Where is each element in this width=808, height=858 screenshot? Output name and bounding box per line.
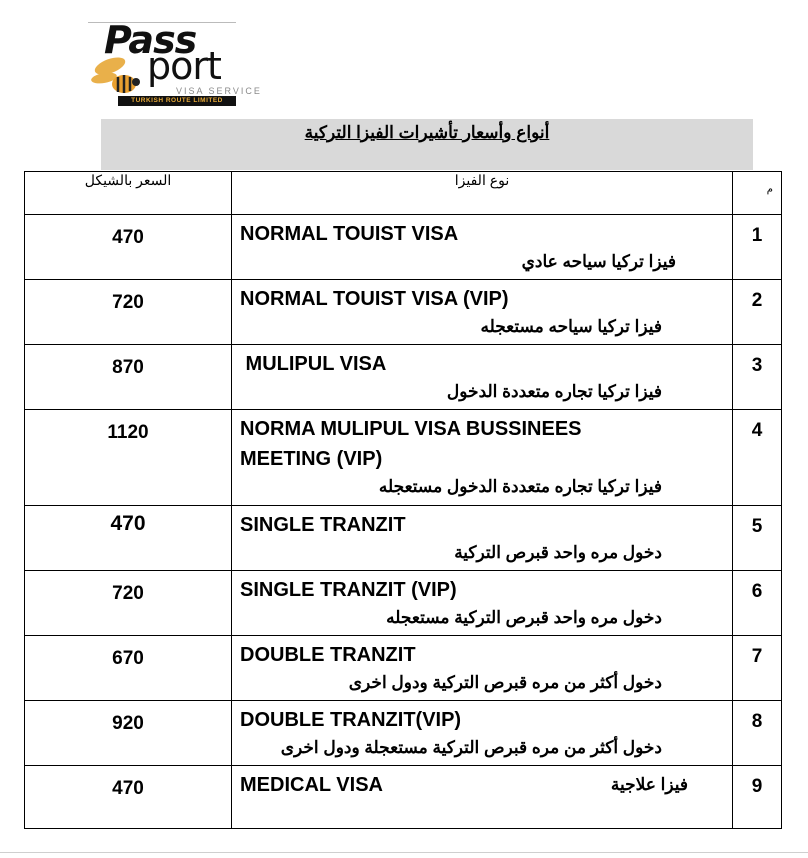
title-band: [101, 119, 753, 170]
row-number: 7: [733, 636, 782, 701]
logo-word-pass: Pass: [104, 18, 197, 62]
visa-name-ar: فيزا تركيا سياحه مستعجله: [480, 317, 662, 336]
price-cell: 470: [25, 215, 232, 280]
page-title: أنواع وأسعار تأشيرات الفيزا التركية: [304, 123, 550, 142]
row-number: 8: [733, 701, 782, 766]
row-number: 9: [733, 766, 782, 829]
logo-word-port: port: [147, 44, 221, 88]
visa-type-cell: [232, 506, 733, 571]
table-row: [25, 571, 782, 636]
table-row: [25, 410, 782, 506]
table-row: [25, 766, 782, 829]
logo-tagline: VISA SERVICE: [176, 86, 262, 96]
visa-name-ar: دخول مره واحد قبرص التركية: [454, 543, 662, 562]
price-cell: 720: [25, 280, 232, 345]
visa-type-cell: [232, 410, 733, 506]
price-cell: 870: [25, 345, 232, 410]
visa-price-table: [24, 171, 782, 829]
visa-name-ar: دخول مره واحد قبرص التركية مستعجله: [386, 608, 662, 627]
visa-type-cell: [232, 636, 733, 701]
price-cell: 470: [25, 766, 232, 829]
visa-type-cell: [232, 701, 733, 766]
visa-type-cell: [232, 280, 733, 345]
price-cell: 670: [25, 636, 232, 701]
price-cell: 720: [25, 571, 232, 636]
table-row: [25, 345, 782, 410]
visa-type-cell: [232, 215, 733, 280]
header-visa-type: نوع الفيزا: [232, 172, 733, 215]
visa-name-en: SINGLE TRANZIT: [240, 514, 406, 536]
price-cell: 470: [25, 506, 232, 571]
visa-name-ar: دخول أكثر من مره قبرص التركية مستعجلة ودول اخرى: [280, 738, 662, 757]
table-row: [25, 280, 782, 345]
price-cell: 1120: [25, 410, 232, 506]
visa-name-en: MULIPUL VISA: [240, 353, 387, 375]
visa-type-cell: [232, 766, 733, 829]
table-row: [25, 701, 782, 766]
logo-band: TURKISH ROUTE LIMITED: [118, 96, 236, 106]
price-cell: 920: [25, 701, 232, 766]
row-number: 6: [733, 571, 782, 636]
header-number: م: [733, 172, 782, 215]
visa-name-ar: دخول أكثر من مره قبرص التركية ودول اخرى: [348, 673, 662, 692]
page-bottom-divider: [0, 852, 808, 853]
visa-type-cell: [232, 571, 733, 636]
visa-name-en: NORMA MULIPUL VISA BUSSINEES MEETING (VIP): [240, 418, 582, 470]
table-row: [25, 215, 782, 280]
row-number: 5: [733, 506, 782, 571]
visa-name-ar: فيزا تركيا سياحه عادي: [521, 252, 676, 271]
visa-name-en: DOUBLE TRANZIT(VIP): [240, 709, 462, 731]
visa-name-ar: فيزا علاجية: [610, 775, 688, 794]
visa-name-ar: فيزا تركيا تجاره متعددة الدخول: [446, 382, 662, 401]
visa-type-cell: [232, 345, 733, 410]
visa-name-en: SINGLE TRANZIT (VIP): [240, 579, 457, 601]
visa-name-en: DOUBLE TRANZIT: [240, 644, 416, 666]
row-number: 3: [733, 345, 782, 410]
row-number: 1: [733, 215, 782, 280]
row-number: 4: [733, 410, 782, 506]
visa-name-en: MEDICAL VISA: [240, 774, 383, 796]
row-number: 2: [733, 280, 782, 345]
table-row: [25, 636, 782, 701]
header-price: السعر بالشيكل: [25, 172, 232, 215]
table-header-row: [25, 172, 782, 215]
visa-name-en: NORMAL TOUIST VISA (VIP): [240, 288, 509, 310]
visa-name-ar: فيزا تركيا تجاره متعددة الدخول مستعجله: [378, 477, 662, 496]
visa-name-en: NORMAL TOUIST VISA: [240, 223, 459, 245]
table-row: [25, 506, 782, 571]
